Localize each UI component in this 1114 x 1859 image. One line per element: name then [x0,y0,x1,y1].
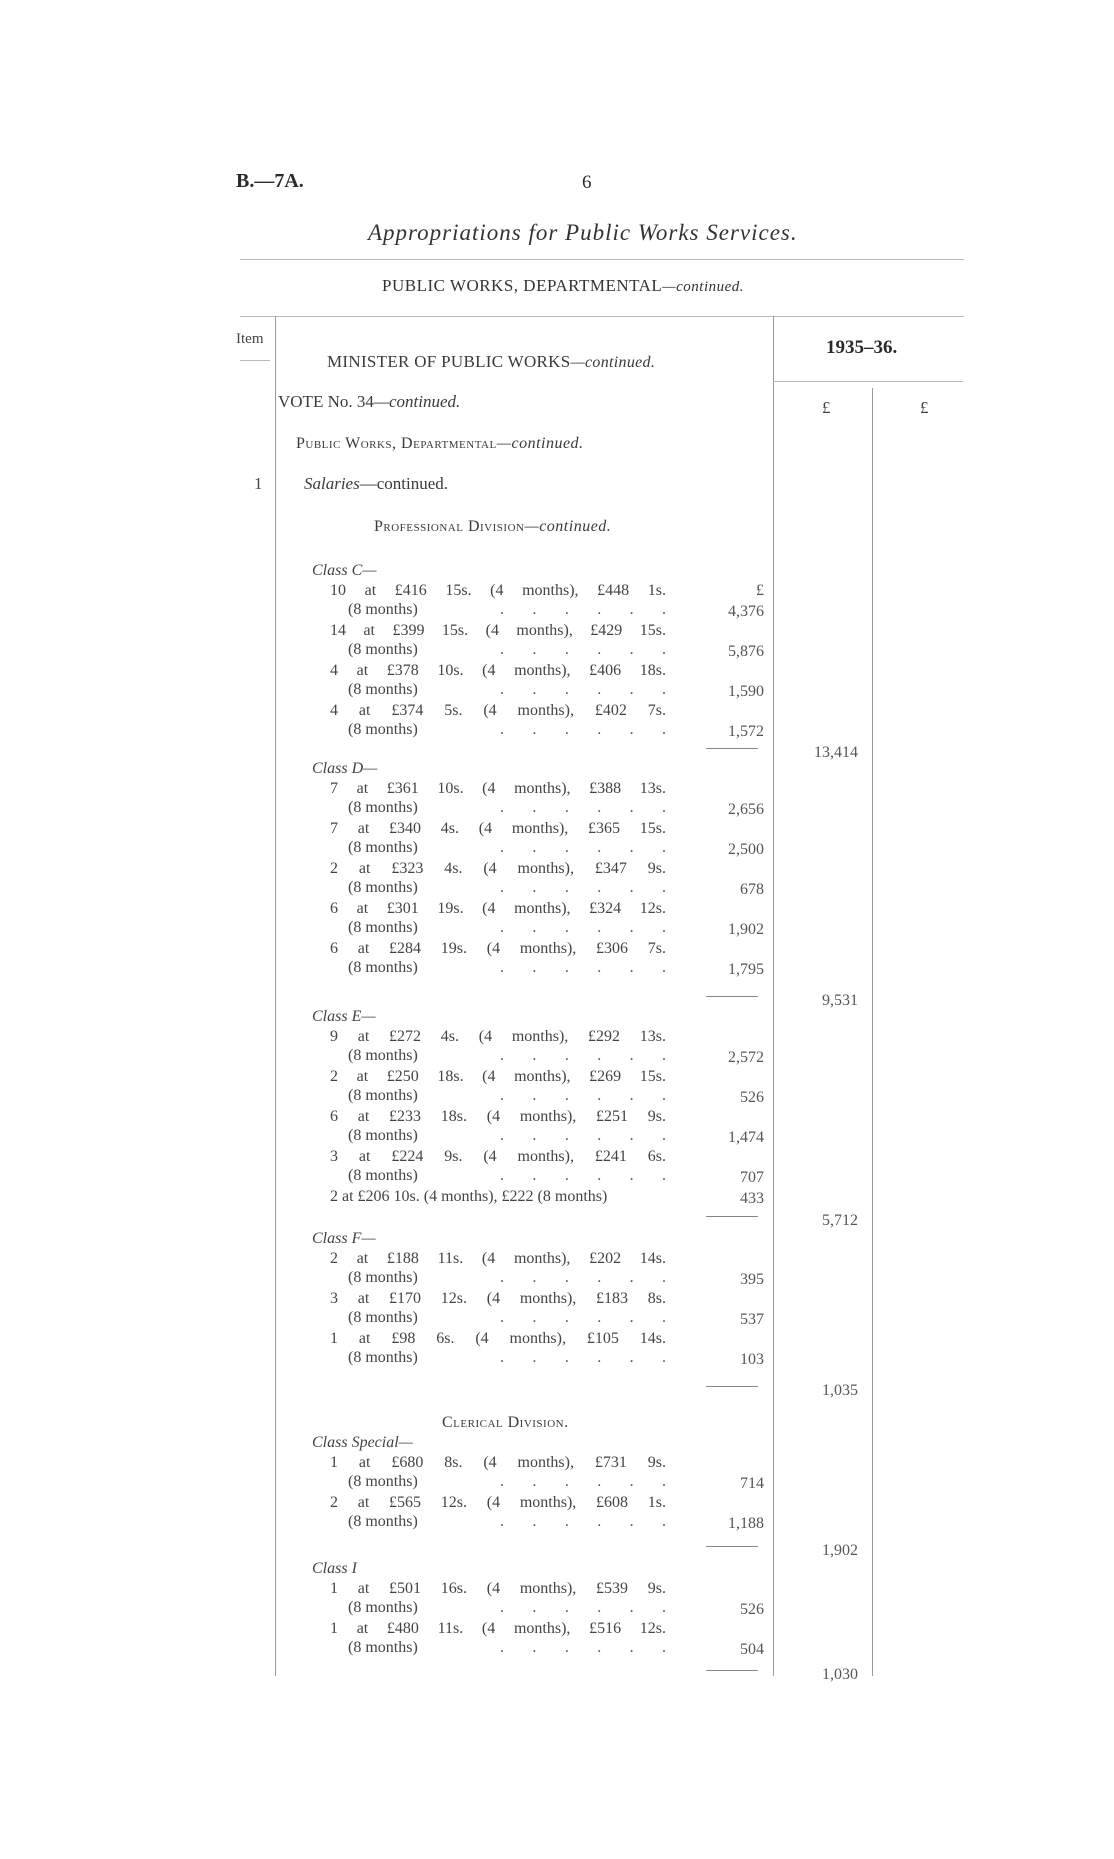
class-c-heading: Class C— [312,562,377,579]
class-i-sum-rule [706,1670,758,1671]
entry-leader: . . . . . . [500,601,667,618]
entry-period: (8 months) [348,1167,418,1184]
class-special-subtotal: 1,902 [822,1542,858,1559]
entry-period: (8 months) [348,1513,418,1530]
entry-amount: 1,188 [728,1515,764,1532]
class-c-entry [0,622,1114,662]
entry-description: 2 at £206 10s. (4 months), £222 (8 months) [330,1188,608,1205]
entry-period: (8 months) [348,1047,418,1064]
financial-year-header: 1935–36. [826,337,898,358]
class-e-entry [0,1108,1114,1148]
entry-description: 7 at £361 10s. (4 months), £388 13s. [330,780,666,797]
entry-period: (8 months) [348,601,418,618]
class-c-subtotal: 13,414 [814,744,858,761]
entry-period: (8 months) [348,959,418,976]
entry-description: 6 at £284 19s. (4 months), £306 7s. [330,940,666,957]
class-d-entry [0,900,1114,940]
class-c-entry [0,702,1114,742]
class-special-heading: Class Special— [312,1434,413,1451]
entry-amount: 714 [740,1475,764,1492]
year-header-rule [773,381,963,382]
entry-leader: . . . . . . [500,641,667,658]
entry-description: 1 at £98 6s. (4 months), £105 14s. [330,1330,666,1347]
class-e-heading: Class E— [312,1008,376,1025]
entry-period: (8 months) [348,839,418,856]
entry-description: 2 at £565 12s. (4 months), £608 1s. [330,1494,666,1511]
clerical-division-heading: Clerical Division. [442,1414,569,1431]
entry-leader: . . . . . . [500,681,667,698]
entry-amount: 526 [740,1601,764,1618]
class-c-pound-unit: £ [756,582,764,599]
class-c-sum-rule [706,748,758,749]
entry-period: (8 months) [348,1087,418,1104]
entry-leader: . . . . . . [500,1349,667,1366]
entry-description: 3 at £224 9s. (4 months), £241 6s. [330,1148,666,1165]
entry-amount: 5,876 [728,643,764,660]
class-i-entry [0,1580,1114,1620]
entry-description: 1 at £480 11s. (4 months), £516 12s. [330,1620,666,1637]
class-d-entry [0,860,1114,900]
entry-amount: 537 [740,1311,764,1328]
entry-amount: 2,572 [728,1049,764,1066]
title-divider [240,259,964,260]
entry-amount: 103 [740,1351,764,1368]
entry-amount: 1,474 [728,1129,764,1146]
pound-header-col1: £ [822,398,831,417]
professional-division-heading: Professional Division—continued. [374,518,612,535]
entry-period: (8 months) [348,1349,418,1366]
page-title: Appropriations for Public Works Services. [368,220,798,245]
class-special-entry [0,1454,1114,1494]
entry-leader: . . . . . . [500,1087,667,1104]
entry-description: 6 at £301 19s. (4 months), £324 12s. [330,900,666,917]
entry-description: 2 at £188 11s. (4 months), £202 14s. [330,1250,666,1267]
class-f-subtotal: 1,035 [822,1382,858,1399]
entry-description: 10 at £416 15s. (4 months), £448 1s. [330,582,666,599]
entry-leader: . . . . . . [500,959,667,976]
entry-leader: . . . . . . [500,1599,667,1616]
entry-period: (8 months) [348,681,418,698]
class-c-entry [0,582,1114,622]
document-reference: B.—7A. [236,170,304,192]
entry-amount: 1,590 [728,683,764,700]
class-f-entry [0,1330,1114,1370]
class-e-entry [0,1148,1114,1188]
entry-period: (8 months) [348,799,418,816]
entry-leader: . . . . . . [500,721,667,738]
entry-period: (8 months) [348,1127,418,1144]
class-f-heading: Class F— [312,1230,376,1247]
department-heading: Public Works, Departmental—continued. [296,435,584,452]
entry-period: (8 months) [348,1269,418,1286]
entry-amount: 1,795 [728,961,764,978]
class-f-entry [0,1250,1114,1290]
entry-amount: 504 [740,1641,764,1658]
entry-period: (8 months) [348,721,418,738]
entry-leader: . . . . . . [500,799,667,816]
class-d-entry [0,780,1114,820]
entry-leader: . . . . . . [500,1309,667,1326]
entry-amount: 433 [740,1190,764,1207]
entry-amount: 678 [740,881,764,898]
entry-period: (8 months) [348,919,418,936]
entry-amount: 707 [740,1169,764,1186]
entry-leader: . . . . . . [500,1127,667,1144]
entry-amount: 395 [740,1271,764,1288]
item-column-header: Item [236,331,264,347]
entry-leader: . . . . . . [500,1047,667,1064]
entry-description: 14 at £399 15s. (4 months), £429 15s. [330,622,666,639]
entry-description: 4 at £378 10s. (4 months), £406 18s. [330,662,666,679]
section-subtitle: PUBLIC WORKS, DEPARTMENTAL—continued. [382,276,745,295]
class-d-entry [0,940,1114,980]
entry-leader: . . . . . . [500,1167,667,1184]
class-f-entry [0,1290,1114,1330]
class-d-sum-rule [706,996,758,997]
entry-leader: . . . . . . [500,879,667,896]
class-i-heading: Class I [312,1560,357,1577]
entry-period: (8 months) [348,1599,418,1616]
entry-leader: . . . . . . [500,1473,667,1490]
class-special-sum-rule [706,1546,758,1547]
subtitle-divider [240,316,964,317]
class-i-subtotal: 1,030 [822,1666,858,1683]
entry-amount: 4,376 [728,603,764,620]
entry-leader: . . . . . . [500,919,667,936]
class-d-heading: Class D— [312,760,378,777]
entry-leader: . . . . . . [500,1269,667,1286]
pound-header-col2: £ [920,398,929,417]
class-d-entry [0,820,1114,860]
item-label: Salaries—continued. [304,474,449,493]
entry-leader: . . . . . . [500,839,667,856]
class-e-sum-rule [706,1216,758,1217]
entry-description: 1 at £680 8s. (4 months), £731 9s. [330,1454,666,1471]
class-d-subtotal: 9,531 [822,992,858,1009]
entry-period: (8 months) [348,1639,418,1656]
class-e-entry [0,1028,1114,1068]
entry-description: 1 at £501 16s. (4 months), £539 9s. [330,1580,666,1597]
class-special-entry [0,1494,1114,1534]
entry-description: 7 at £340 4s. (4 months), £365 15s. [330,820,666,837]
entry-period: (8 months) [348,1309,418,1326]
entry-amount: 526 [740,1089,764,1106]
entry-period: (8 months) [348,879,418,896]
ministry-heading: MINISTER OF PUBLIC WORKS—continued. [327,352,656,371]
entry-amount: 1,902 [728,921,764,938]
entry-period: (8 months) [348,1473,418,1490]
class-i-entry [0,1620,1114,1660]
class-e-subtotal: 5,712 [822,1212,858,1229]
class-e-entry [0,1188,1114,1228]
entry-leader: . . . . . . [500,1513,667,1530]
entry-period: (8 months) [348,641,418,658]
class-e-entry [0,1068,1114,1108]
page-number: 6 [582,172,592,193]
entry-amount: 2,500 [728,841,764,858]
entry-description: 4 at £374 5s. (4 months), £402 7s. [330,702,666,719]
entry-description: 6 at £233 18s. (4 months), £251 9s. [330,1108,666,1125]
entry-description: 2 at £250 18s. (4 months), £269 15s. [330,1068,666,1085]
entry-amount: 2,656 [728,801,764,818]
entry-amount: 1,572 [728,723,764,740]
vote-heading: VOTE No. 34—continued. [278,392,461,411]
class-f-sum-rule [706,1386,758,1387]
item-header-rule [240,360,270,361]
item-number: 1 [254,474,263,493]
entry-leader: . . . . . . [500,1639,667,1656]
entry-description: 2 at £323 4s. (4 months), £347 9s. [330,860,666,877]
class-c-entry [0,662,1114,702]
entry-description: 3 at £170 12s. (4 months), £183 8s. [330,1290,666,1307]
entry-description: 9 at £272 4s. (4 months), £292 13s. [330,1028,666,1045]
